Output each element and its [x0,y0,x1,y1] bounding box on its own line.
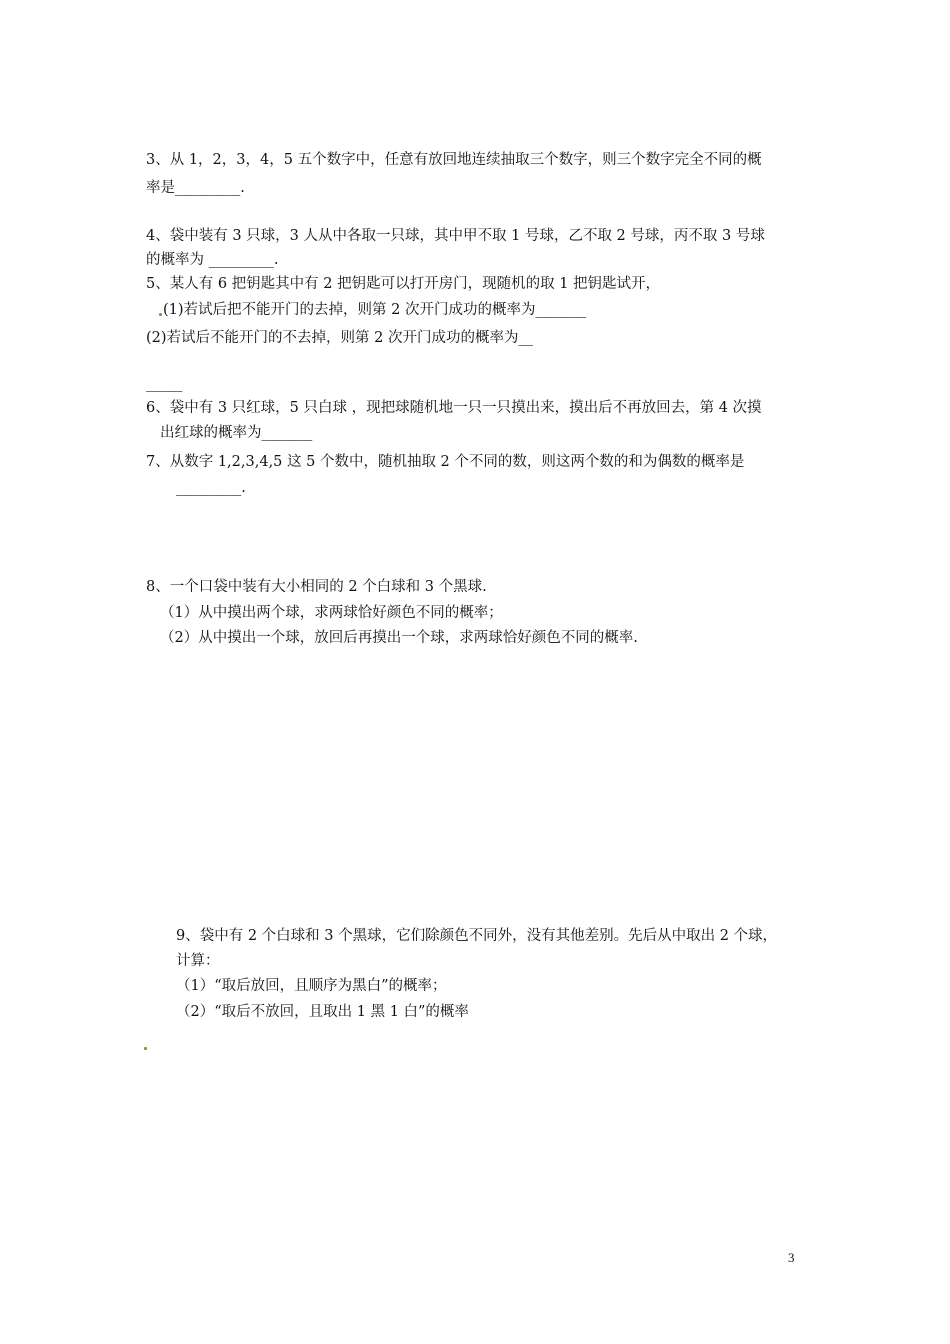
question-9-line-1: 9、袋中有 2 个白球和 3 个黑球，它们除颜色不同外，没有其他差别。先后从中取出 2 个球， [176,928,778,944]
question-6-line-1: 6、袋中有 3 只红球，5 只白球 ，现把球随机地一只一只摸出来，摸出后不再放回去，第 4 次摸 [146,400,762,416]
scan-dot-mark [159,313,162,316]
question-3-line-1: 3、从 1，2，3，4，5 五个数字中，任意有放回地连续抽取三个数字，则三个数字完全不同的概 [146,152,762,168]
question-5-part-2: (2)若试后不能开门的不去掉，则第 2 次开门成功的概率为__ [146,330,533,346]
question-7-line-2: _________. [176,480,246,496]
question-4-line-1: 4、袋中装有 3 只球，3 人从中各取一只球，其中甲不取 1 号球，乙不取 2 号球，丙不取 3 号球 [146,228,765,244]
question-5-part-1: (1)若试后把不能开门的去掉，则第 2 次开门成功的概率为_______ [163,302,587,318]
question-6-line-2: 出红球的概率为_______ [160,425,313,441]
page-number: 3 [788,1250,795,1265]
question-7-line-1: 7、从数字 1,2,3,4,5 这 5 个数中，随机抽取 2 个不同的数，则这两个数的和为偶数的概率是 [146,454,745,470]
question-9-part-2: （2）“取后不放回，且取出 1 黑 1 白”的概率 [176,1004,469,1020]
question-8-part-1: （1）从中摸出两个球，求两球恰好颜色不同的概率； [160,605,503,621]
question-5-line-1: 5、某人有 6 把钥匙其中有 2 把钥匙可以打开房门，现随机的取 1 把钥匙试开， [146,276,661,292]
scan-dot-mark [144,1047,147,1050]
question-9-line-2: 计算： [176,953,220,969]
question-8-line-1: 8、一个口袋中装有大小相同的 2 个白球和 3 个黑球. [146,579,487,595]
question-4-line-2: 的概率为 _________. [146,252,279,268]
question-3-line-2: 率是_________. [146,180,245,196]
question-9-part-1: （1）“取后放回，且顺序为黑白”的概率； [176,978,447,994]
question-5-part-2-blank: _____ [146,376,183,392]
question-8-part-2: （2）从中摸出一个球，放回后再摸出一个球，求两球恰好颜色不同的概率. [160,630,638,646]
